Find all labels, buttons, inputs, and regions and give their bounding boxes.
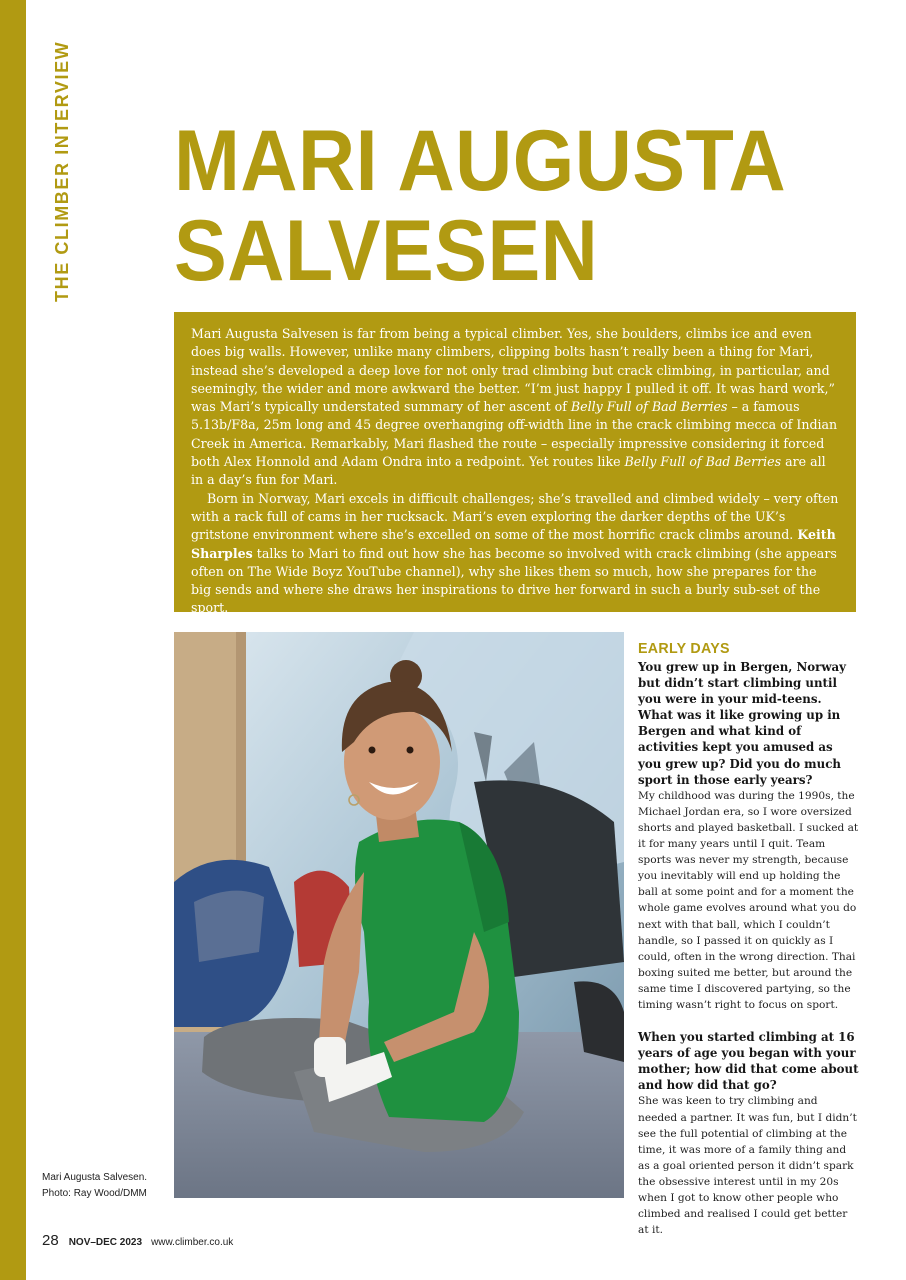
section-heading: EARLY DAYS (638, 640, 730, 657)
photo-caption (42, 1170, 172, 1202)
intro-text: talks to Mari to find out how she has become so involved with crack climbing (she appears often on The Wide Boyz YouTube channel), why she likes them so much, how she prepares for the big sends and where she draws her inspirations to drive her forward in such a burly sub-set of the sport. (191, 545, 837, 616)
paragraph-spacer (638, 1013, 860, 1029)
accent-side-bar (0, 0, 26, 1280)
intro-text: Born in Norway, Mari excels in difficult challenges; she’s travelled and climbed widely – very often with a rack full of cams in her rucksack. Mari’s even exploring the darker depths of the UK’s gritstone environment where she’s excelled on some of the most horrific crack climbs around. (191, 490, 839, 543)
website-link[interactable]: www.climber.co.uk (151, 1237, 234, 1248)
intro-paragraph-2 (191, 490, 840, 618)
interview-answer: My childhood was during the 1990s, the Michael Jordan era, so I wore oversized shorts and played basketball. I sucked at it for many years until I quit. Team sports was never my strength, because you inevitably will end up holding the ball at some point and for a moment the whole game evolves around what you do next with that ball, which I couldn’t handle, so I passed it on quickly as I could, often in the wrong direction. Thai boxing suited me better, but around the same time I discovered partying, so the timing wasn’t right to focus on sport. (638, 789, 859, 1011)
interview-answer: She was keen to try climbing and needed a partner. It was fun, but I didn’t see the full potential of climbing at the time, it was more of a family thing and as a goal oriented person it didn’t spark the obsessive interest until in my 20s when I got to know other people who climbed and realised I could get better at it. (638, 1095, 857, 1237)
interview-question: When you started climbing at 16 years of age you began with your mother; how did that come about and how did that go? (638, 1030, 859, 1093)
interview-column (638, 640, 860, 1238)
title-line-2: SALVESEN (174, 203, 599, 299)
author-name: Keith Sharples (191, 527, 836, 561)
intro-text: Mari Augusta Salvesen is far from being a typical climber. Yes, she boulders, climbs ice and even does big walls. However, unlike many climbers, clipping bolts hasn’t really been a thing for Mari, instead she’s developed a deep love for not only trad climbing but crack climbing, in particular, and seemingly, the wider and more awkward the better. “I’m just happy I pulled it off. It was hard work,” was Mari’s typically understated summary of her ascent of (191, 326, 835, 415)
photo-illustration (174, 632, 624, 1198)
interview-question: You grew up in Bergen, Norway but didn’t start climbing until you were in your mid-teens. What was it like growing up in Bergen and what kind of activities kept you amused as you grew up? Did you do much sport in those early years? (638, 660, 847, 787)
page-number: 28 (42, 1232, 59, 1249)
caption-subject: Mari Augusta Salvesen. (42, 1172, 148, 1183)
caption-credit: Photo: Ray Wood/DMM (42, 1188, 147, 1199)
portrait-photo (174, 632, 624, 1198)
intro-standfirst (174, 312, 856, 616)
article-title (174, 113, 809, 299)
route-name: Belly Full of Bad Berries (570, 399, 728, 415)
intro-text: are all in a day’s fun for Mari. (191, 454, 826, 488)
issue-date: NOV–DEC 2023 (68, 1237, 143, 1248)
route-name: Belly Full of Bad Berries (624, 454, 782, 470)
page-footer (42, 1232, 233, 1252)
intro-paragraph-1 (191, 325, 840, 490)
intro-text: – a famous 5.13b/F8a, 25m long and 45 degree overhanging off-width line in the crack climbing mecca of Indian Creek in America. Remarkably, Mari flashed the route – especially impressive considering it forced both Alex Honnold and Adam Ondra into a redpoint. Yet routes like (191, 399, 838, 470)
title-line-1: MARI AUGUSTA (174, 113, 787, 209)
section-label: THE CLIMBER INTERVIEW (52, 40, 72, 302)
